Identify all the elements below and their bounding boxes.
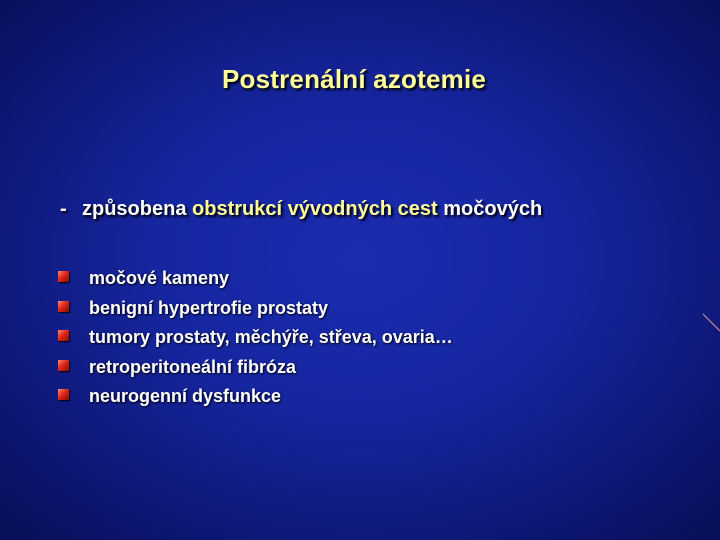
square-bullet-icon xyxy=(58,271,69,282)
subheading-highlight: obstrukcí vývodných cest xyxy=(192,198,438,220)
list-item xyxy=(58,323,453,353)
list-item xyxy=(58,264,453,294)
square-bullet-icon xyxy=(58,360,69,371)
list-item xyxy=(58,382,453,412)
list-item xyxy=(58,353,453,383)
slide-subheading xyxy=(60,198,542,221)
square-bullet-icon xyxy=(58,389,69,400)
subheading-part-1: způsobena xyxy=(82,198,187,220)
list-item-text: benigní hypertrofie prostaty xyxy=(89,297,329,318)
subheading-part-3: močových xyxy=(443,198,543,220)
list-item xyxy=(58,294,453,324)
square-bullet-icon xyxy=(58,301,69,312)
slide-title: Postrenální azotemie xyxy=(221,64,487,94)
square-bullet-icon xyxy=(58,330,69,341)
list-item-text: neurogenní dysfunkce xyxy=(89,386,282,406)
list-item-text: tumory prostaty, měchýře, střeva, ovaria… xyxy=(89,327,453,347)
dash-bullet: - xyxy=(60,198,67,220)
list-item-text: retroperitoneální fibróza xyxy=(89,356,297,377)
bullet-list xyxy=(58,264,453,412)
list-item-text: močové kameny xyxy=(89,268,230,288)
